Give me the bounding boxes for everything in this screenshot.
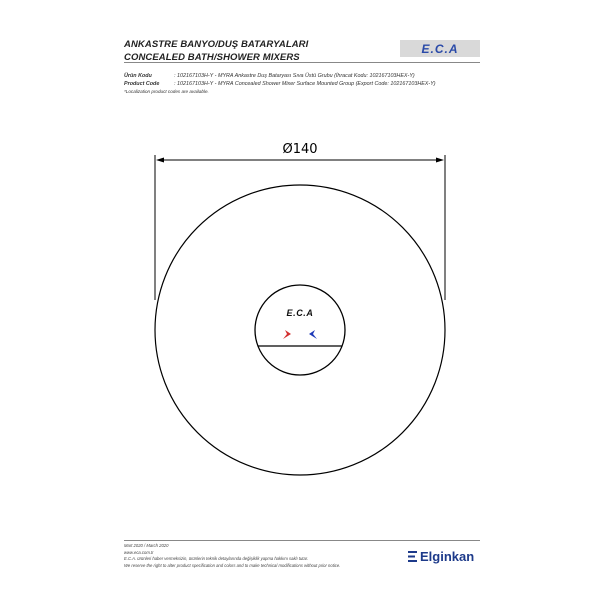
title-english: CONCEALED BATH/SHOWER MIXERS: [124, 52, 300, 63]
handle-logo-text: E.C.A: [286, 308, 314, 318]
product-code-label-en: Product Code: [124, 81, 160, 87]
product-code-value-tr: : 102167103H-Y - MYRA Ankastre Duş Bataryası Sıva Üstü Grubu (İhracat Kodu: 102167103HEX-Y): [174, 73, 415, 79]
footer-divider: [124, 540, 480, 541]
dimension-arrow-right: [436, 158, 444, 163]
elginkan-mark-icon: [408, 551, 417, 562]
product-code-label-tr: Ürün Kodu: [124, 73, 152, 79]
footer-text: [124, 543, 340, 569]
title-turkish: ANKASTRE BANYO/DUŞ BATARYALARI: [124, 39, 309, 50]
localization-note: *Localization product codes are available.: [124, 89, 209, 94]
elginkan-brand: [408, 549, 474, 564]
dimension-arrow-left: [156, 158, 164, 163]
hot-indicator-icon: [283, 330, 291, 339]
cold-indicator-icon: [309, 330, 317, 339]
eca-logo-text: E.C.A: [421, 42, 459, 56]
product-code-value-en: : 102167103H-Y - MYRA Concealed Shower Mixer Surface Mounted Group (Export Code: 102167103HEX-Y): [174, 81, 436, 87]
footer-disclaimer-en: We reserve the right to alter product specification and colors and to make technical modifications without prior notice.: [124, 562, 341, 568]
footer-disclaimer-tr: E.C.A. ürünleri haber vermeksizin, ürünlerin teknik detaylarında değişiklik yapma hakkını saklı tutar.: [124, 556, 309, 561]
handle-circle: [255, 285, 345, 375]
outer-rosette-circle: [155, 185, 445, 475]
elginkan-brand-text: Elginkan: [420, 549, 475, 564]
dimension-label: Ø140: [282, 142, 318, 157]
footer-date: Mart 2020 / March 2020: [124, 543, 169, 548]
footer-website[interactable]: www.eca.com.tr: [124, 549, 154, 555]
